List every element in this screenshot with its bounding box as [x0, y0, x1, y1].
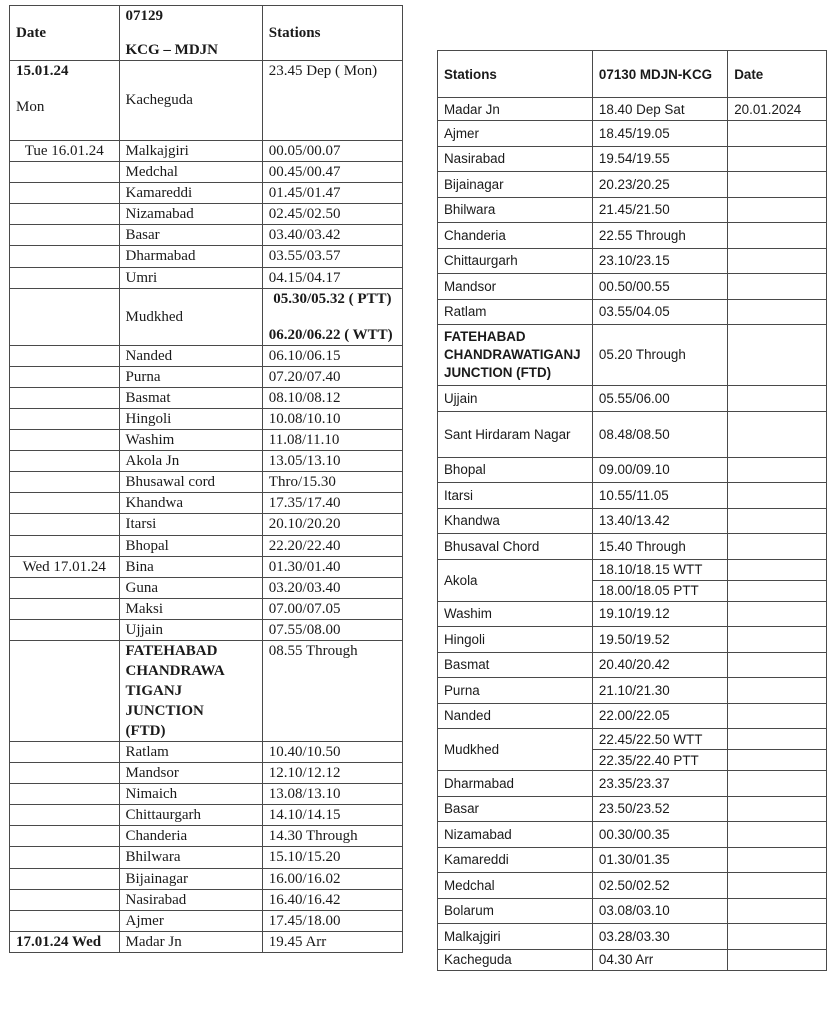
time-cell: 19.45 Arr	[262, 931, 402, 952]
table-row	[438, 325, 827, 386]
station-cell: Kacheguda	[438, 949, 593, 970]
table-row	[10, 61, 403, 141]
time-cell: 23.50/23.52	[592, 796, 727, 822]
date-cell	[728, 796, 827, 822]
train-number: 07129	[125, 8, 163, 24]
table-row	[10, 493, 403, 514]
table-row	[438, 873, 827, 899]
table-row	[10, 784, 403, 805]
time-cell: 05.20 Through	[592, 325, 727, 386]
time-cell: 14.30 Through	[262, 826, 402, 847]
time-cell: 10.55/11.05	[592, 483, 727, 509]
table-row	[438, 703, 827, 729]
time-cell: 20.23/20.25	[592, 172, 727, 198]
station-cell: Madar Jn	[438, 98, 593, 121]
date-cell	[10, 763, 120, 784]
day3b-rows	[10, 741, 403, 931]
date-cell	[10, 267, 120, 288]
station-cell: Kamareddi	[438, 847, 593, 873]
table-row	[10, 868, 403, 889]
time-cell: 21.10/21.30	[592, 678, 727, 704]
date-cell	[728, 750, 827, 771]
rows-a	[438, 121, 827, 325]
date-cell	[728, 508, 827, 534]
date-cell	[728, 652, 827, 678]
date-cell	[728, 172, 827, 198]
station-cell: Bijainagar	[438, 172, 593, 198]
time-cell: 23.35/23.37	[592, 771, 727, 797]
station-cell: Chanderia	[119, 826, 262, 847]
time-cell: 07.55/08.00	[262, 619, 402, 640]
time-cell: 09.00/09.10	[592, 457, 727, 483]
station-cell: Ajmer	[438, 121, 593, 147]
time-cell: 19.10/19.12	[592, 601, 727, 627]
date-cell	[728, 325, 827, 386]
date-cell	[728, 949, 827, 970]
station-cell: Chittaurgarh	[119, 805, 262, 826]
station-name-line: CHANDRAWA	[125, 662, 225, 679]
table-row	[10, 430, 403, 451]
time-cell: 01.45/01.47	[262, 183, 402, 204]
date-cell	[728, 703, 827, 729]
time-cell: 04.15/04.17	[262, 267, 402, 288]
station-cell: Chittaurgarh	[438, 248, 593, 274]
date-cell	[10, 61, 120, 141]
station-cell: Ratlam	[119, 741, 262, 762]
date-cell	[10, 366, 120, 387]
time-cell: 10.08/10.10	[262, 408, 402, 429]
date-cell	[10, 889, 120, 910]
station-cell: Nizamabad	[438, 822, 593, 848]
time-cell: 16.40/16.42	[262, 889, 402, 910]
time-cell: 03.55/03.57	[262, 246, 402, 267]
station-name-line: FATEHABAD	[444, 329, 526, 344]
table-row	[10, 535, 403, 556]
day3-rows	[10, 556, 403, 640]
station-cell: Medchal	[438, 873, 593, 899]
station-cell: Basar	[438, 796, 593, 822]
table-row	[10, 514, 403, 535]
time-cell: 08.55 Through	[262, 640, 402, 741]
station-cell: Bhusawal cord	[119, 472, 262, 493]
day-value: Mon	[16, 99, 45, 116]
time-cell-ptt: 18.00/18.05 PTT	[592, 580, 727, 601]
station-cell: Hingoli	[438, 627, 593, 653]
station-cell: Bolarum	[438, 898, 593, 924]
time-cell: 22.55 Through	[592, 223, 727, 249]
date-cell	[10, 910, 120, 931]
station-cell: Umri	[119, 267, 262, 288]
station-cell: Nasirabad	[119, 889, 262, 910]
date-cell	[10, 493, 120, 514]
date-cell	[10, 784, 120, 805]
station-cell: Mudkhed	[119, 288, 262, 345]
time-cell: 04.30 Arr	[592, 949, 727, 970]
header-train: 07130 MDJN-KCG	[592, 51, 727, 98]
time-cell: 13.08/13.10	[262, 784, 402, 805]
time-cell: 01.30/01.35	[592, 847, 727, 873]
time-cell: 19.50/19.52	[592, 627, 727, 653]
date-cell	[10, 472, 120, 493]
table-row	[438, 508, 827, 534]
table-row	[438, 924, 827, 950]
rows-d	[438, 771, 827, 950]
station-name-line: CHANDRAWATIGANJ	[444, 347, 581, 362]
table-row	[10, 577, 403, 598]
date-cell	[10, 345, 120, 366]
table-row	[438, 146, 827, 172]
time-cell: 15.40 Through	[592, 534, 727, 560]
date-cell	[10, 826, 120, 847]
time-cell: 17.35/17.40	[262, 493, 402, 514]
header-stations: Stations	[438, 51, 593, 98]
table-row	[10, 387, 403, 408]
date-cell	[728, 299, 827, 325]
table-row	[10, 345, 403, 366]
time-cell: 20.10/20.20	[262, 514, 402, 535]
time-cell: 03.40/03.42	[262, 225, 402, 246]
table-row	[10, 556, 403, 577]
station-cell: Kacheguda	[119, 61, 262, 141]
date-cell	[728, 457, 827, 483]
station-name-line: JUNCTION	[125, 702, 204, 719]
station-cell: Khandwa	[438, 508, 593, 534]
time-cell: 00.45/00.47	[262, 162, 402, 183]
time-cell: 02.50/02.52	[592, 873, 727, 899]
table-row	[10, 408, 403, 429]
table-row	[10, 889, 403, 910]
time-cell: 01.30/01.40	[262, 556, 402, 577]
time-cell: 03.20/03.40	[262, 577, 402, 598]
station-cell: Itarsi	[438, 483, 593, 509]
station-cell: Sant Hirdaram Nagar	[438, 411, 593, 457]
time-cell: 22.20/22.40	[262, 535, 402, 556]
time-cell: 10.40/10.50	[262, 741, 402, 762]
date-cell	[10, 183, 120, 204]
time-cell	[262, 288, 402, 345]
date-cell	[728, 146, 827, 172]
station-cell: Dharmabad	[438, 771, 593, 797]
date-cell	[728, 223, 827, 249]
time-cell: 23.45 Dep ( Mon)	[262, 61, 402, 141]
date-cell	[10, 408, 120, 429]
timetable-07129	[9, 5, 403, 953]
day2-rows	[10, 141, 403, 289]
time-cell: 08.10/08.12	[262, 387, 402, 408]
header-row	[10, 6, 403, 61]
table-row	[438, 652, 827, 678]
station-cell: Basar	[119, 225, 262, 246]
table-row	[10, 366, 403, 387]
time-cell: 13.05/13.10	[262, 451, 402, 472]
time-cell: 08.48/08.50	[592, 411, 727, 457]
station-cell: Nimaich	[119, 784, 262, 805]
date-cell	[10, 577, 120, 598]
date-cell	[10, 619, 120, 640]
date-cell	[728, 386, 827, 412]
date-cell	[10, 162, 120, 183]
table-row	[10, 910, 403, 931]
table-row	[438, 729, 827, 750]
table-row	[438, 386, 827, 412]
date-cell	[728, 771, 827, 797]
table-row	[438, 457, 827, 483]
time-cell: 03.08/03.10	[592, 898, 727, 924]
date-cell	[10, 225, 120, 246]
date-cell	[728, 534, 827, 560]
table-row	[438, 299, 827, 325]
time-cell: 11.08/11.10	[262, 430, 402, 451]
station-cell: Washim	[438, 601, 593, 627]
date-cell	[10, 430, 120, 451]
table-row	[10, 246, 403, 267]
station-cell: Nizamabad	[119, 204, 262, 225]
table-row	[10, 267, 403, 288]
date-cell	[728, 627, 827, 653]
time-cell: 13.40/13.42	[592, 508, 727, 534]
table-row	[438, 601, 827, 627]
header-train	[119, 6, 262, 61]
station-cell: Hingoli	[119, 408, 262, 429]
date-cell	[728, 601, 827, 627]
time-cell: 02.45/02.50	[262, 204, 402, 225]
time-cell-ptt: 22.35/22.40 PTT	[592, 750, 727, 771]
time-cell: 20.40/20.42	[592, 652, 727, 678]
station-cell: Nanded	[438, 703, 593, 729]
station-cell: Malkajgiri	[119, 141, 262, 162]
date-cell: Wed 17.01.24	[10, 556, 120, 577]
station-cell: Ujjain	[438, 386, 593, 412]
date-cell	[728, 274, 827, 300]
station-cell: Bina	[119, 556, 262, 577]
station-cell: Bhusaval Chord	[438, 534, 593, 560]
table-row	[438, 98, 827, 121]
date-cell: 20.01.2024	[728, 98, 827, 121]
time-cell: Thro/15.30	[262, 472, 402, 493]
time-cell: 00.05/00.07	[262, 141, 402, 162]
date-cell: 17.01.24 Wed	[10, 931, 120, 952]
table-row	[10, 472, 403, 493]
station-cell: Nasirabad	[438, 146, 593, 172]
time-cell: 00.30/00.35	[592, 822, 727, 848]
header-stations: Stations	[262, 6, 402, 61]
table-row	[10, 826, 403, 847]
date-cell	[10, 741, 120, 762]
time-cell: 18.45/19.05	[592, 121, 727, 147]
station-cell: Akola Jn	[119, 451, 262, 472]
table-row	[10, 451, 403, 472]
table-row	[438, 796, 827, 822]
time-cell: 12.10/12.12	[262, 763, 402, 784]
station-cell: Bhopal	[438, 457, 593, 483]
date-cell	[10, 288, 120, 345]
date-cell	[728, 197, 827, 223]
table-row	[438, 274, 827, 300]
time-cell: 00.50/00.55	[592, 274, 727, 300]
table-row	[438, 411, 827, 457]
date-cell	[10, 514, 120, 535]
table-row	[438, 559, 827, 580]
header-date: Date	[728, 51, 827, 98]
date-cell	[10, 246, 120, 267]
station-cell: Purna	[119, 366, 262, 387]
date-cell	[728, 121, 827, 147]
table-row	[10, 763, 403, 784]
date-cell	[728, 580, 827, 601]
table-row	[438, 822, 827, 848]
station-cell: Bhopal	[119, 535, 262, 556]
station-cell: Guna	[119, 577, 262, 598]
station-cell	[119, 640, 262, 741]
time-cell: 16.00/16.02	[262, 868, 402, 889]
date-value: 15.01.24	[16, 63, 69, 79]
station-cell: Mandsor	[119, 763, 262, 784]
table-row	[438, 847, 827, 873]
date-cell	[10, 204, 120, 225]
table-row	[10, 288, 403, 345]
station-name-line: TIGANJ	[125, 682, 183, 699]
date-cell	[728, 873, 827, 899]
station-cell: Bijainagar	[119, 868, 262, 889]
table-row	[438, 172, 827, 198]
time-cell: 21.45/21.50	[592, 197, 727, 223]
header-row	[438, 51, 827, 98]
station-cell: Bhilwara	[119, 847, 262, 868]
time-cell: 14.10/14.15	[262, 805, 402, 826]
date-cell	[728, 729, 827, 750]
time-cell: 03.28/03.30	[592, 924, 727, 950]
date-cell	[728, 248, 827, 274]
train-route: KCG – MDJN	[125, 42, 218, 58]
date-cell	[10, 805, 120, 826]
date-cell	[728, 411, 827, 457]
date-cell	[10, 640, 120, 741]
time-ptt: 05.30/05.32 ( PTT)	[273, 290, 392, 307]
station-cell: Dharmabad	[119, 246, 262, 267]
date-cell	[728, 559, 827, 580]
date-cell	[10, 387, 120, 408]
rows-b	[438, 457, 827, 559]
rows-c	[438, 601, 827, 729]
table-row	[438, 223, 827, 249]
station-cell: Chanderia	[438, 223, 593, 249]
station-cell: Ajmer	[119, 910, 262, 931]
table-row	[438, 197, 827, 223]
time-wtt: 06.20/06.22 ( WTT)	[268, 326, 393, 343]
station-cell: Basmat	[119, 387, 262, 408]
time-cell: 03.55/04.05	[592, 299, 727, 325]
table-row	[438, 627, 827, 653]
station-cell: Madar Jn	[119, 931, 262, 952]
date-cell	[10, 598, 120, 619]
station-cell: Purna	[438, 678, 593, 704]
time-cell: 18.40 Dep Sat	[592, 98, 727, 121]
time-cell: 23.10/23.15	[592, 248, 727, 274]
date-cell	[10, 868, 120, 889]
station-cell: Khandwa	[119, 493, 262, 514]
table-row	[438, 678, 827, 704]
station-cell: Mandsor	[438, 274, 593, 300]
table-row	[10, 204, 403, 225]
table-row	[438, 121, 827, 147]
station-cell: Malkajgiri	[438, 924, 593, 950]
station-cell: Itarsi	[119, 514, 262, 535]
date-cell	[728, 847, 827, 873]
time-cell: 06.10/06.15	[262, 345, 402, 366]
table-row	[10, 847, 403, 868]
station-cell: Akola	[438, 559, 593, 601]
station-cell: Nanded	[119, 345, 262, 366]
date-cell	[728, 822, 827, 848]
table-row	[10, 805, 403, 826]
table-row	[438, 483, 827, 509]
date-cell	[728, 898, 827, 924]
time-cell: 22.00/22.05	[592, 703, 727, 729]
table-row	[438, 534, 827, 560]
station-cell: Ratlam	[438, 299, 593, 325]
table-row	[10, 640, 403, 741]
table-row	[10, 619, 403, 640]
table-row	[10, 741, 403, 762]
table-row	[10, 225, 403, 246]
time-cell: 07.20/07.40	[262, 366, 402, 387]
station-cell: Washim	[119, 430, 262, 451]
date-cell	[728, 483, 827, 509]
header-date: Date	[10, 6, 120, 61]
station-name-line: (FTD)	[125, 722, 166, 739]
table-row	[10, 183, 403, 204]
station-name-line: FATEHABAD	[125, 642, 218, 659]
timetable-07130	[437, 50, 827, 971]
time-cell-wtt: 22.45/22.50 WTT	[592, 729, 727, 750]
station-name-line: JUNCTION (FTD)	[444, 365, 552, 380]
time-cell: 19.54/19.55	[592, 146, 727, 172]
station-cell: Ujjain	[119, 619, 262, 640]
station-cell: Kamareddi	[119, 183, 262, 204]
date-cell: Tue 16.01.24	[10, 141, 120, 162]
date-cell	[728, 924, 827, 950]
day2b-rows	[10, 345, 403, 556]
date-cell	[10, 847, 120, 868]
table-row	[438, 898, 827, 924]
station-cell: Bhilwara	[438, 197, 593, 223]
station-cell: Mudkhed	[438, 729, 593, 771]
station-cell: Basmat	[438, 652, 593, 678]
time-cell-wtt: 18.10/18.15 WTT	[592, 559, 727, 580]
date-cell	[10, 535, 120, 556]
table-row	[438, 949, 827, 970]
date-cell	[728, 678, 827, 704]
time-cell: 07.00/07.05	[262, 598, 402, 619]
time-cell: 17.45/18.00	[262, 910, 402, 931]
table-row	[10, 931, 403, 952]
station-cell: Medchal	[119, 162, 262, 183]
date-cell	[10, 451, 120, 472]
table-row	[10, 162, 403, 183]
time-cell: 05.55/06.00	[592, 386, 727, 412]
time-cell: 15.10/15.20	[262, 847, 402, 868]
table-row	[10, 141, 403, 162]
table-row	[438, 771, 827, 797]
station-cell: Maksi	[119, 598, 262, 619]
table-row	[438, 248, 827, 274]
station-cell	[438, 325, 593, 386]
table-row	[10, 598, 403, 619]
